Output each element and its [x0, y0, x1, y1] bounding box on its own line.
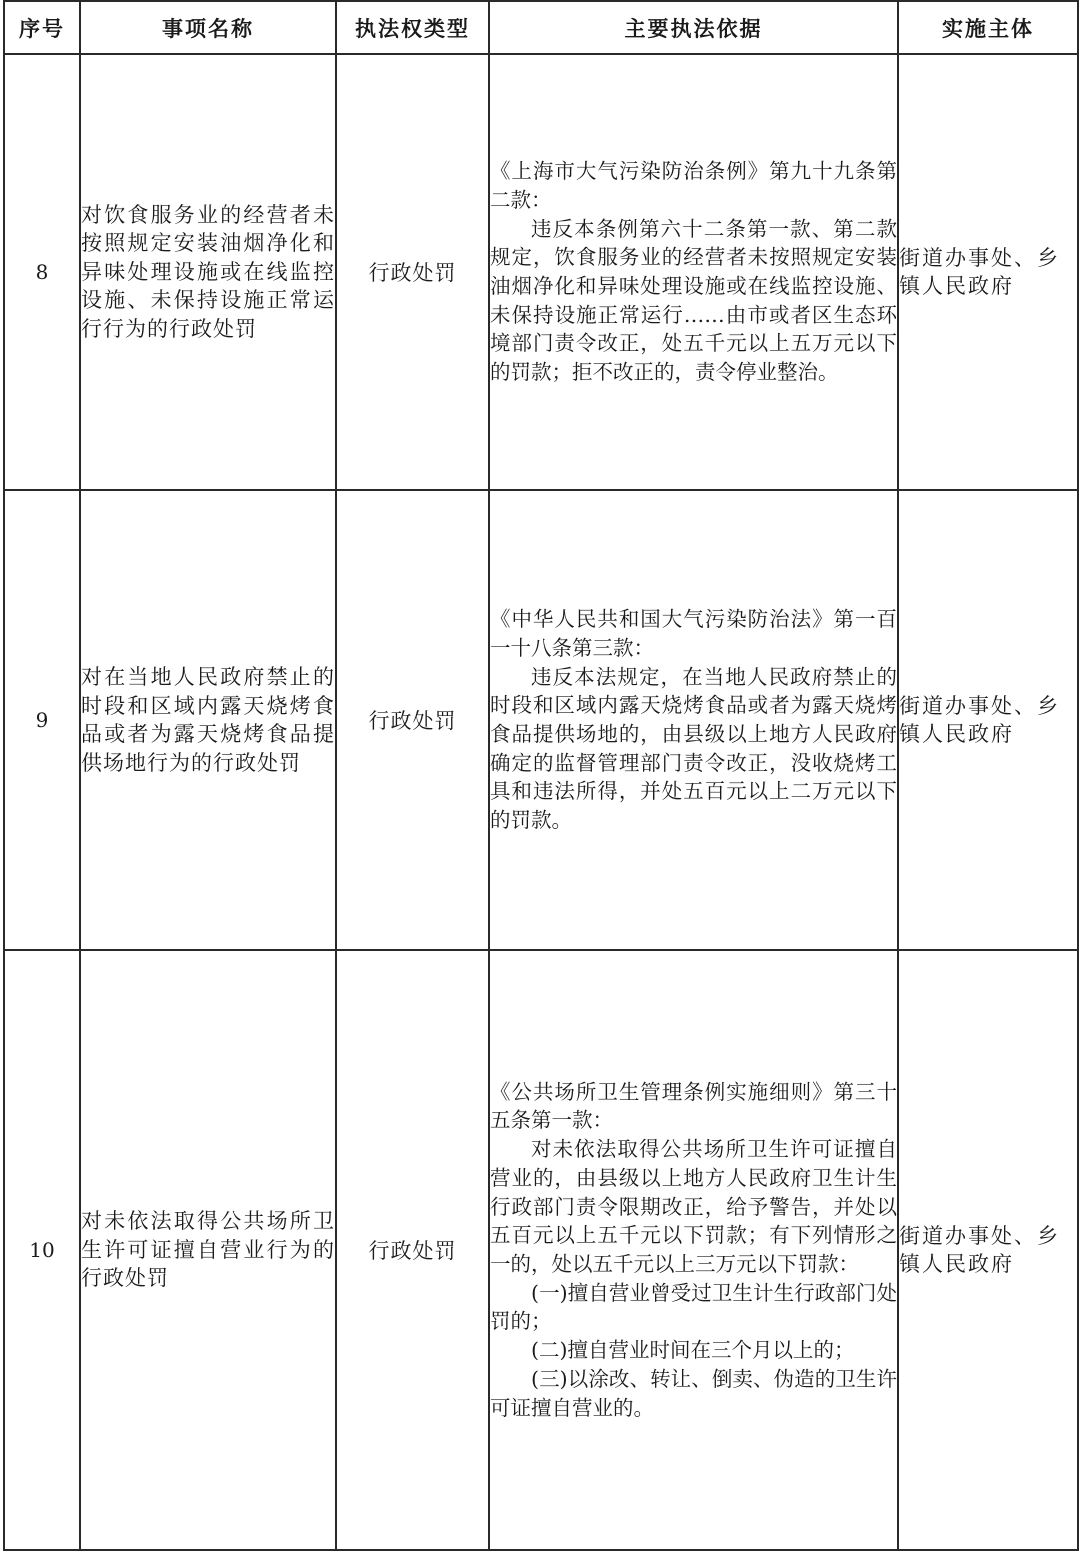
enforcement-type: 行政处罚	[336, 950, 489, 1550]
enforcement-type: 行政处罚	[336, 54, 489, 490]
implementing-body: 街道办事处、乡镇人民政府	[898, 490, 1078, 950]
legal-basis	[489, 490, 898, 950]
item-name: 对饮食服务业的经营者未按照规定安装油烟净化和异味处理设施或在线监控设施、未保持设施正常运行行为的行政处罚	[80, 54, 336, 490]
item-name: 对未依法取得公共场所卫生许可证擅自营业行为的行政处罚	[80, 950, 336, 1550]
legal-basis-citation: 《公共场所卫生管理条例实施细则》第三十五条第一款：	[490, 1079, 897, 1133]
item-name: 对在当地人民政府禁止的时段和区域内露天烧烤食品或者为露天烧烤食品提供场地行为的行政处罚	[80, 490, 336, 950]
legal-basis-clause-2: (二)擅自营业时间在三个月以上的；	[531, 1338, 855, 1363]
header-enforcement-type: 执法权类型	[336, 1, 489, 54]
table-row	[4, 950, 1078, 1550]
legal-basis-text: 对未依法取得公共场所卫生许可证擅自营业的，由县级以上地方人民政府卫生计生行政部门责令限期改正，给予警告，并处以五百元以上五千元以下罚款；有下列情形之一的，处以五千元以上三万元以下罚款：	[490, 1137, 897, 1276]
table-header-row	[4, 1, 1078, 54]
header-implementing-body: 实施主体	[898, 1, 1078, 54]
table-row	[4, 490, 1078, 950]
row-number: 9	[4, 490, 80, 950]
header-legal-basis: 主要执法依据	[489, 1, 898, 54]
legal-basis-citation: 《中华人民共和国大气污染防治法》第一百一十八条第三款：	[490, 607, 897, 660]
legal-basis-clause-3: (三)以涂改、转让、倒卖、伪造的卫生许可证擅自营业的。	[490, 1366, 897, 1420]
legal-basis-clause-1: (一)擅自营业曾受过卫生计生行政部门处罚的；	[490, 1280, 897, 1334]
row-number: 8	[4, 54, 80, 490]
legal-basis	[489, 54, 898, 490]
legal-basis-text: 违反本条例第六十二条第一款、第二款规定，饮食服务业的经营者未按照规定安装油烟净化和异味处理设施或在线监控设施、未保持设施正常运行……由市或者区生态环境部门责令改正，处五千元以上五万元以下的罚款；拒不改正的，责令停业整治。	[490, 216, 897, 385]
legal-basis-text: 违反本法规定，在当地人民政府禁止的时段和区域内露天烧烤食品或者为露天烧烤食品提供场地的，由县级以上地方人民政府确定的监督管理部门责令改正，没收烧烤工具和违法所得，并处五百元以上二万元以下的罚款。	[490, 664, 897, 833]
implementing-body: 街道办事处、乡镇人民政府	[898, 950, 1078, 1550]
implementing-body: 街道办事处、乡镇人民政府	[898, 54, 1078, 490]
header-item-name: 事项名称	[80, 1, 336, 54]
enforcement-type: 行政处罚	[336, 490, 489, 950]
header-no: 序号	[4, 1, 80, 54]
row-number: 10	[4, 950, 80, 1550]
legal-basis-citation: 《上海市大气污染防治条例》第九十九条第二款：	[490, 159, 897, 212]
table-row	[4, 54, 1078, 490]
legal-basis	[489, 950, 898, 1550]
enforcement-items-table	[3, 0, 1079, 1551]
